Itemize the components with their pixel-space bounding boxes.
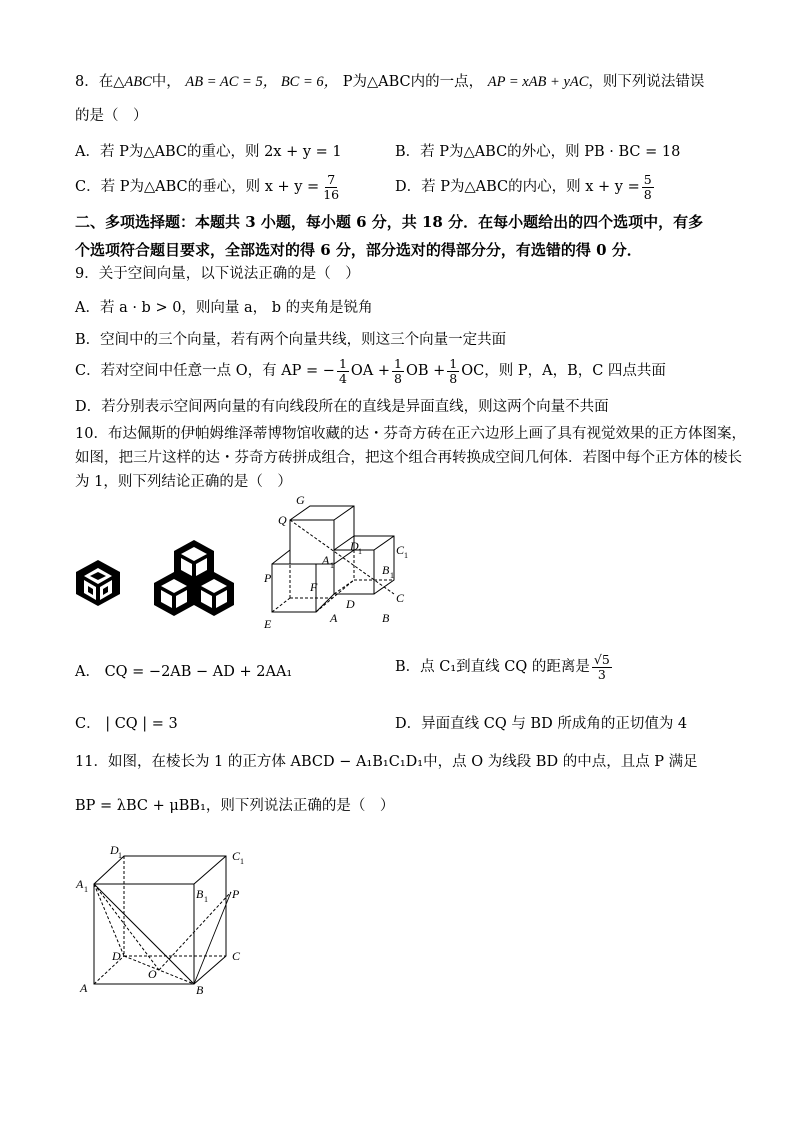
q10-option-b: B．点 C₁到直线 CQ 的距离是 $\frac{√5}{3}$ (395, 651, 610, 682)
q9-option-c: C．若对空间中任意一点 O，有 AP = − $\frac{1}{4}$ OA + $\frac{1}{8}$ OB + $\frac{1}{8}$ OC，则 P，A，B，C 四点共面 (75, 355, 666, 386)
q10-stem-line3: 为 1，则下列结论正确的是（ ） (75, 474, 292, 490)
svg-text:P: P (264, 571, 272, 585)
q8-option-b: B．若 P为△ABC的外心，则 PB · BC = 18 (395, 144, 681, 160)
q8-stem-cont: 的是（ ） (75, 108, 148, 124)
svg-text:1: 1 (240, 857, 244, 866)
q10-option-a: A． CQ = −2AB − AD + 2AA₁ (75, 664, 293, 680)
svg-text:1: 1 (118, 851, 122, 860)
q10-option-d: D．异面直线 CQ 与 BD 所成角的正切值为 4 (395, 716, 688, 732)
svg-text:A: A (330, 611, 338, 625)
svg-text:1: 1 (330, 561, 334, 570)
q10-option-c: C． | CQ | = 3 (75, 716, 178, 732)
svg-text:1: 1 (390, 571, 394, 580)
svg-text:C: C (396, 543, 405, 557)
q8-option-d: D．若 P为△ABC的内心，则 x + y = $\frac{5}{8}$ (395, 171, 652, 202)
unit-cube-figure (76, 842, 256, 1002)
q9-option-b: B．空间中的三个向量，若有两个向量共线，则这三个向量一定共面 (75, 332, 507, 348)
svg-text:F: F (310, 580, 318, 594)
q9-option-d: D．若分别表示空间两向量的有向线段所在的直线是异面直线，则这两个向量不共面 (75, 399, 609, 415)
svg-text:C: C (232, 949, 241, 963)
svg-text:Q: Q (278, 513, 287, 527)
svg-text:B: B (196, 887, 204, 901)
svg-text:1: 1 (358, 547, 362, 556)
svg-text:D: D (346, 597, 355, 611)
q10-stem-line1: 10．布达佩斯的伊帕姆维泽蒂博物馆收藏的达・芬奇方砖在正六边形上画了具有视觉效果的正方体图案， (75, 426, 746, 442)
svg-text:B: B (382, 611, 390, 625)
svg-text:A: A (322, 553, 330, 567)
svg-text:O: O (148, 967, 157, 981)
q8-stem: 8．在△ABC中， AB = AC = 5， BC = 6， P为△ABC内的一点， AP = xAB + yAC，则下列说法错误 (75, 74, 705, 90)
q10-stem-line2: 如图，把三片这样的达・芬奇方砖拼成组合，把这个组合再转换成空间几何体．若图中每个正方体的棱长 (75, 450, 742, 466)
svg-text:1: 1 (204, 895, 208, 904)
svg-text:P: P (232, 887, 240, 901)
svg-text:D: D (350, 539, 359, 553)
q8-option-a: A．若 P为△ABC的重心，则 2x + y = 1 (75, 144, 342, 160)
svg-text:D: D (110, 843, 119, 857)
q11-stem-line2: BP = λBC + μBB₁，则下列说法正确的是（ ） (75, 798, 395, 814)
q9-stem: 9．关于空间向量，以下说法正确的是（ ） (75, 266, 360, 282)
svg-text:D: D (112, 949, 121, 963)
svg-text:1: 1 (84, 885, 88, 894)
svg-text:1: 1 (404, 551, 408, 560)
svg-text:C: C (396, 591, 405, 605)
svg-text:E: E (264, 617, 272, 631)
svg-text:B: B (196, 983, 204, 997)
section2-line1: 二、多项选择题：本题共 3 小题，每小题 6 分，共 18 分．在每小题给出的四个选项中，有多 (75, 213, 704, 231)
single-cube-tile-figure (76, 560, 120, 606)
q11-stem-line1: 11．如图，在棱长为 1 的正方体 ABCD − A₁B₁C₁D₁中，点 O 为线段 BD 的中点，且点 P 满足 (75, 754, 698, 770)
svg-text:B: B (382, 563, 390, 577)
svg-text:A: A (80, 981, 88, 995)
svg-text:A: A (76, 877, 84, 891)
cube-assembly-figure (262, 492, 422, 632)
svg-text:G: G (296, 493, 305, 507)
svg-text:C: C (232, 849, 241, 863)
q8-option-c: C．若 P为△ABC的垂心，则 x + y = $\frac{7}{16}$ (75, 171, 340, 202)
q9-option-a: A．若 a · b > 0，则向量 a， b 的夹角是锐角 (75, 300, 373, 316)
section2-line2: 个选项符合题目要求，全部选对的得 6 分，部分选对的得部分分，有选错的得 0 分． (75, 241, 642, 259)
three-cube-tile-figure (154, 540, 234, 616)
